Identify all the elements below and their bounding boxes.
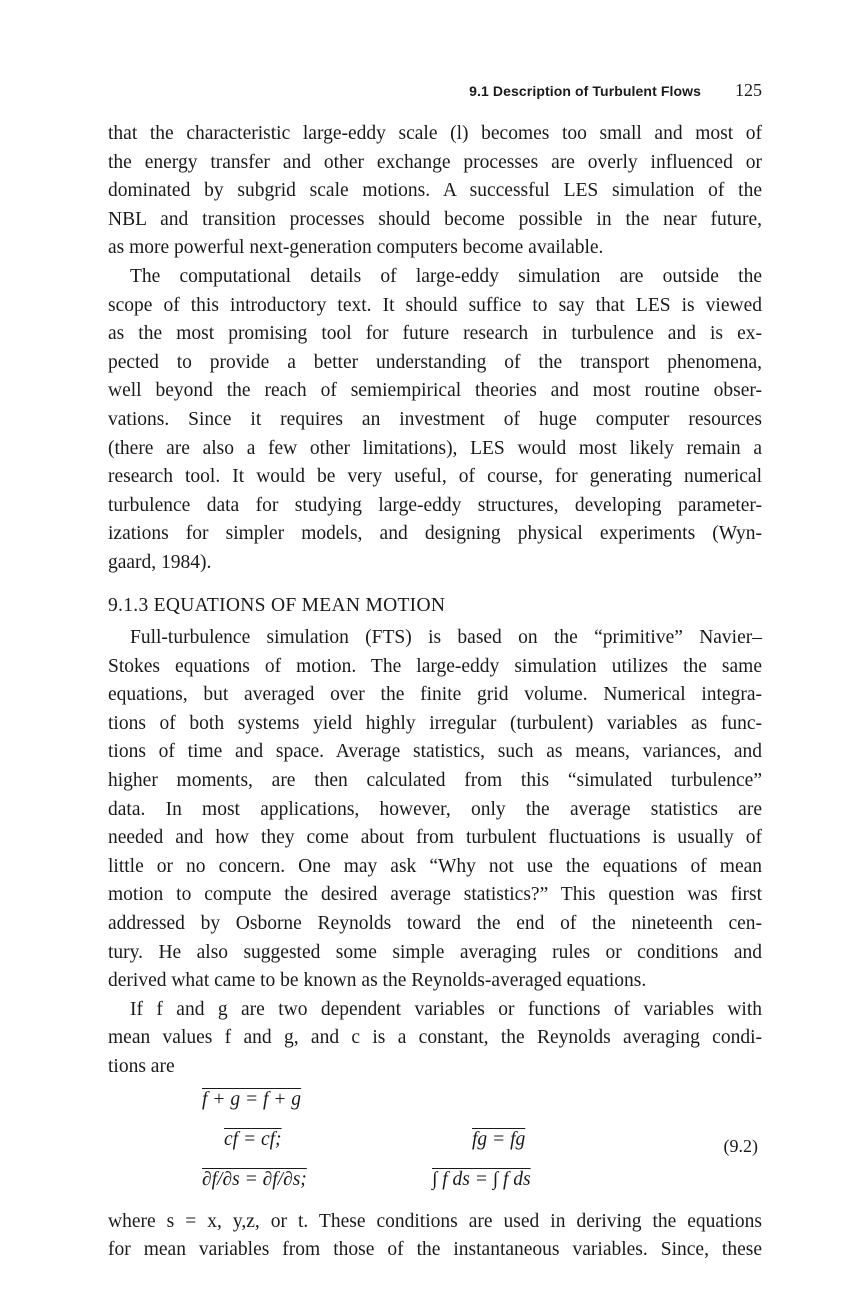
- text-line: vations. Since it requires an investment of huge computer resources: [108, 408, 762, 430]
- text-line: If f and g are two dependent variables or functions of variables with: [130, 998, 762, 1020]
- text-line: data. In most applications, however, only the average statistics are: [108, 798, 762, 820]
- equation-row-3b: ∫ f ds = ∫ f ds: [432, 1168, 531, 1190]
- equation-row-2a: cf = cf;: [224, 1128, 282, 1150]
- text-line: motion to compute the desired average statistics?” This question was first: [108, 884, 762, 906]
- equation-row-3a: ∂f/∂s = ∂f/∂s;: [202, 1168, 307, 1190]
- text-line: tions are: [108, 1056, 175, 1077]
- text-line: tions of both systems yield highly irregular (turbulent) variables as func-: [108, 712, 762, 734]
- text-line: turbulence data for studying large-eddy structures, developing parameter-: [108, 494, 762, 516]
- text-line: needed and how they come about from turbulent fluctuations is usually of: [108, 827, 762, 849]
- text-line: Stokes equations of motion. The large-eddy simulation utilizes the same: [108, 655, 762, 677]
- text-line: tions of time and space. Average statistics, such as means, variances, and: [108, 741, 762, 763]
- paragraph-5: [108, 1208, 762, 1265]
- text-line: (there are also a few other limitations), LES would most likely remain a: [108, 437, 762, 459]
- equation-row-1: f + g = f + g: [202, 1088, 302, 1110]
- text-line: mean values f and g, and c is a constant, the Reynolds averaging condi-: [108, 1027, 762, 1049]
- text-line: tury. He also suggested some simple averaging rules or conditions and: [108, 941, 762, 963]
- text-line: derived what came to be known as the Reynolds-averaged equations.: [108, 970, 647, 992]
- paragraph-4: [108, 996, 762, 1082]
- section-heading: 9.1.3 EQUATIONS OF MEAN MOTION: [108, 594, 446, 616]
- paragraph-1: [108, 120, 762, 263]
- text-line: for mean variables from those of the instantaneous variables. Since, these: [108, 1239, 762, 1261]
- text-line: gaard, 1984).: [108, 551, 212, 573]
- text-line: research tool. It would be very useful, of course, for generating numerical: [108, 466, 762, 488]
- equation-row-2b: fg = fg: [472, 1128, 526, 1150]
- text-line: The computational details of large-eddy simulation are outside the: [130, 265, 762, 287]
- text-line: the energy transfer and other exchange processes are overly influenced or: [108, 151, 762, 173]
- page-number: 125: [735, 80, 762, 100]
- text-line: well beyond the reach of semiempirical theories and most routine obser-: [108, 380, 762, 402]
- text-line: izations for simpler models, and designing physical experiments (Wyn-: [108, 523, 762, 545]
- paragraph-2: [108, 263, 762, 578]
- text-line: that the characteristic large-eddy scale (l) becomes too small and most of: [108, 123, 762, 144]
- text-line: higher moments, are then calculated from this “simulated turbulence”: [108, 770, 762, 792]
- text-line: where s = x, y,z, or t. These conditions are used in deriving the equations: [108, 1210, 762, 1232]
- running-head: [469, 80, 762, 101]
- text-line: as more powerful next-generation computers become available.: [108, 237, 604, 259]
- equation-block: [108, 1084, 762, 1202]
- text-line: as the most promising tool for future research in turbulence and is ex-: [108, 323, 762, 345]
- text-line: pected to provide a better understanding of the transport phenomena,: [108, 351, 762, 373]
- text-line: equations, but averaged over the finite grid volume. Numerical integra-: [108, 684, 762, 706]
- page-body: [108, 120, 762, 1265]
- section-title: 9.1 Description of Turbulent Flows: [469, 83, 701, 99]
- paragraph-3: [108, 624, 762, 996]
- equation-number: (9.2): [723, 1135, 758, 1156]
- text-line: addressed by Osborne Reynolds toward the end of the nineteenth cen-: [108, 913, 762, 935]
- text-line: scope of this introductory text. It should suffice to say that LES is viewed: [108, 294, 762, 316]
- text-line: little or no concern. One may ask “Why not use the equations of mean: [108, 855, 762, 877]
- text-line: NBL and transition processes should become possible in the near future,: [108, 208, 762, 230]
- text-line: Full-turbulence simulation (FTS) is based on the “primitive” Navier–: [130, 627, 762, 649]
- text-line: dominated by subgrid scale motions. A successful LES simulation of the: [108, 180, 762, 202]
